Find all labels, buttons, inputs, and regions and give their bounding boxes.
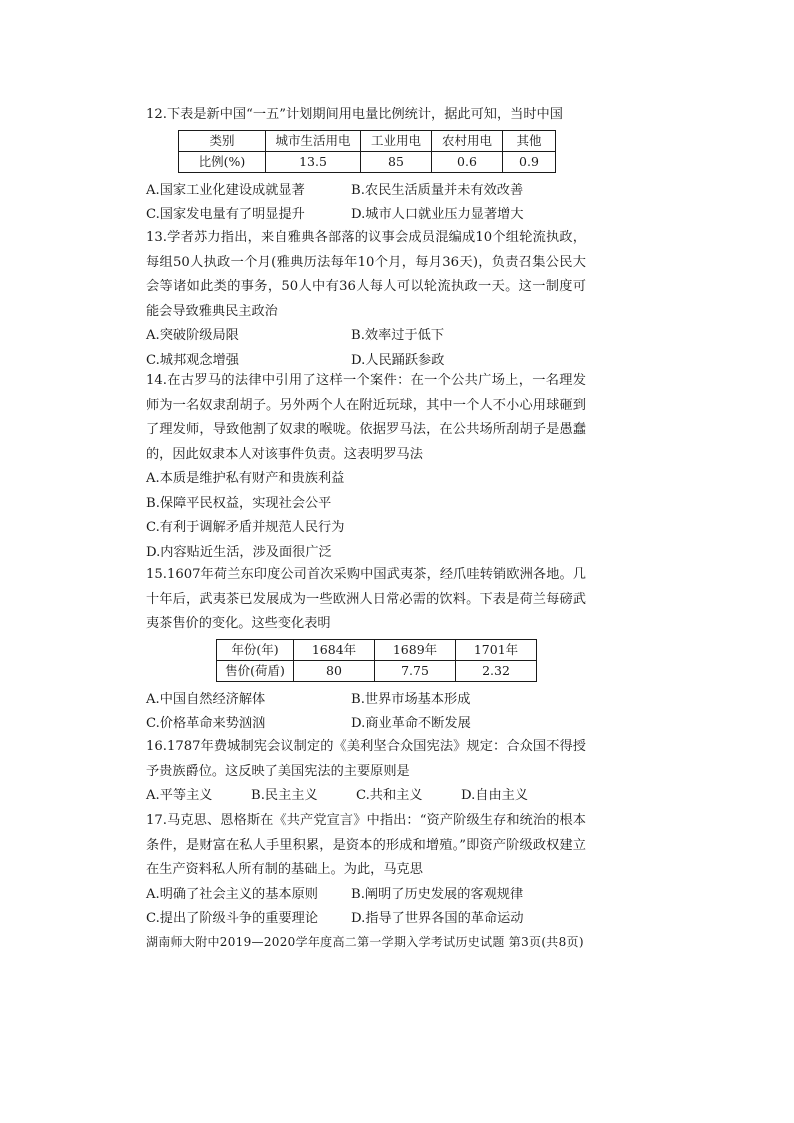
- option-c[interactable]: C.国家发电量有了明显提升: [146, 207, 305, 222]
- option-d[interactable]: D.商业革命不断发展: [351, 716, 471, 731]
- question-13-stem: 13.学者苏力指出，来自雅典各部落的议事会成员混编成10个组轮流执政，每组50人执政一个月(雅典历法每年10个月，每月36天)，负责召集公民大会等诸如此类的事务，50人中有36人每人可以轮流执政一天。这一制度可能会导致雅典民主政治: [146, 230, 586, 319]
- table-cell: 1689年: [375, 639, 456, 660]
- table-row: [217, 660, 537, 681]
- table-cell: 农村用电: [432, 130, 503, 151]
- option-a[interactable]: A.中国自然经济解体: [146, 691, 266, 707]
- question-15: [146, 563, 586, 737]
- table-cell: 80: [294, 660, 375, 681]
- table-cell: 1701年: [456, 639, 537, 660]
- question-12-stem: 12.下表是新中国“一五”计划期间用电量比例统计，据此可知，当时中国: [146, 107, 563, 122]
- table-cell: 7.75: [375, 660, 456, 681]
- options-row: [146, 784, 586, 809]
- options-row: [146, 883, 586, 908]
- option-d[interactable]: D.指导了世界各国的革命运动: [351, 911, 524, 926]
- question-16: [146, 735, 586, 809]
- table-header-row: [179, 130, 556, 151]
- option-c[interactable]: C.有利于调解矛盾并规范人民行为: [146, 520, 345, 535]
- option-d[interactable]: D.内容贴近生活，涉及面很广泛: [146, 544, 332, 560]
- option-a[interactable]: A.明确了社会主义的基本原则: [146, 886, 318, 902]
- table-cell: 城市生活用电: [266, 130, 361, 151]
- option-b[interactable]: B.保障平民权益，实现社会公平: [146, 495, 332, 511]
- table-cell: 2.32: [456, 660, 537, 681]
- option-b[interactable]: B.农民生活质量并未有效改善: [351, 182, 524, 198]
- tea-price-table: [216, 639, 537, 682]
- option-b[interactable]: B.效率过于低下: [351, 328, 445, 343]
- table-header-row: [217, 639, 537, 660]
- table-cell: 85: [361, 151, 432, 172]
- option-c[interactable]: C.提出了阶级斗争的重要理论: [146, 911, 319, 926]
- table-cell: 0.6: [432, 151, 503, 172]
- question-14: [146, 369, 586, 565]
- question-12: [146, 103, 586, 228]
- table-cell: 比例(%): [179, 151, 266, 172]
- question-14-stem: 14.在古罗马的法律中引用了这样一个案件：在一个公共广场上，一名理发师为一名奴隶刮胡子。另外两个人在附近玩球，其中一个人不小心用球砸到了理发师，导致他割了奴隶的喉咙。依据罗马法，在公共场所刮胡子是愚蠢的，因此奴隶本人对该事件负责。这表明罗马法: [146, 373, 586, 462]
- option-a[interactable]: A.平等主义: [146, 788, 213, 803]
- option-a[interactable]: A.本质是维护私有财产和贵族利益: [146, 471, 345, 486]
- options-row: [146, 324, 586, 349]
- option-d[interactable]: D.自由主义: [461, 788, 529, 803]
- option-b[interactable]: B.世界市场基本形成: [351, 691, 471, 707]
- table-cell: 0.9: [503, 151, 556, 172]
- table-cell: 13.5: [266, 151, 361, 172]
- table-cell: 工业用电: [361, 130, 432, 151]
- table-row: [179, 151, 556, 172]
- question-17: [146, 809, 586, 932]
- options-row: [146, 712, 586, 737]
- table-cell: 类别: [179, 130, 266, 151]
- options-row: [146, 179, 586, 204]
- table-cell: 1684年: [294, 639, 375, 660]
- question-17-stem: 17.马克思、恩格斯在《共产党宣言》中指出：“资产阶级生存和统治的根本条件，是财富在私人手里积累，是资本的形成和增殖。”即资产阶级政权建立在生产资料私人所有制的基础上。为此，马克思: [146, 813, 586, 877]
- question-15-stem: 15.1607年荷兰东印度公司首次采购中国武夷茶，经爪哇转销欧洲各地。几十年后，武夷茶已发展成为一些欧洲人日常必需的饮料。下表是荷兰每磅武夷茶售价的变化。这些变化表明: [146, 567, 586, 631]
- table-cell: 其他: [503, 130, 556, 151]
- electricity-table: [178, 130, 556, 173]
- option-a[interactable]: A.国家工业化建设成就显著: [146, 182, 305, 198]
- option-c[interactable]: C.共和主义: [356, 788, 423, 803]
- options-row: [146, 907, 586, 932]
- options-row: [146, 688, 586, 713]
- question-16-stem: 16.1787年费城制宪会议制定的《美利坚合众国宪法》规定：合众国不得授予贵族爵位。这反映了美国宪法的主要原则是: [146, 739, 586, 779]
- option-d[interactable]: D.人民踊跃参政: [351, 352, 445, 368]
- page-footer: 湖南师大附中2019—2020学年度高二第一学期入学考试历史试题 第3页(共8页): [146, 935, 584, 949]
- table-cell: 年份(年): [217, 639, 294, 660]
- table-cell: 售价(荷盾): [217, 660, 294, 681]
- option-c[interactable]: C.城邦观念增强: [146, 352, 239, 368]
- option-c[interactable]: C.价格革命来势汹汹: [146, 716, 266, 731]
- option-a[interactable]: A.突破阶级局限: [146, 328, 239, 343]
- option-b[interactable]: B.阐明了历史发展的客观规律: [351, 886, 524, 902]
- options-row: [146, 203, 586, 228]
- option-b[interactable]: B.民主主义: [251, 788, 318, 803]
- question-13: [146, 226, 586, 373]
- option-d[interactable]: D.城市人口就业压力显著增大: [351, 207, 524, 222]
